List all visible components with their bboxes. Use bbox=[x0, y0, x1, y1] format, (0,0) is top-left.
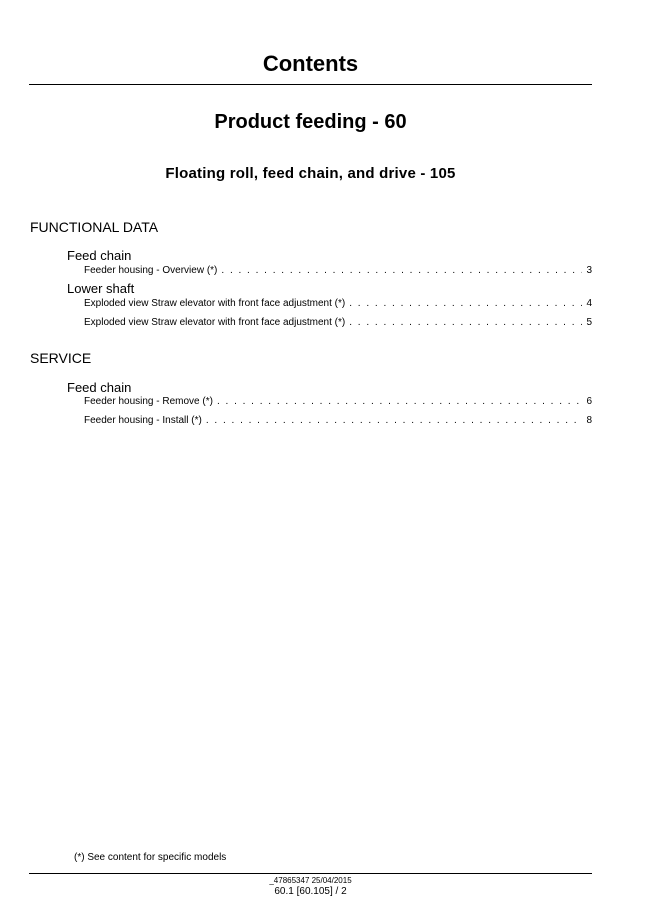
toc-entry-title: Feeder housing - Install (*) bbox=[84, 415, 202, 426]
toc-category-service: SERVICE bbox=[30, 350, 92, 366]
page-title: Contents bbox=[262, 51, 359, 76]
toc-group-feed-chain-service: Feed chain bbox=[67, 380, 132, 395]
toc-entry-page: 5 bbox=[586, 317, 592, 328]
toc-category-functional-data: FUNCTIONAL DATA bbox=[30, 219, 159, 235]
toc-dot-leader bbox=[349, 316, 582, 329]
toc-entry-feeder-housing-install[interactable] bbox=[84, 414, 592, 427]
toc-entry-page: 4 bbox=[586, 298, 592, 309]
toc-entry-title: Feeder housing - Remove (*) bbox=[84, 396, 213, 407]
footer-divider bbox=[29, 873, 592, 874]
toc-entry-title: Feeder housing - Overview (*) bbox=[84, 265, 218, 276]
subsection-title: Floating roll, feed chain, and drive - 105 bbox=[165, 165, 456, 182]
toc-entry-page: 6 bbox=[586, 396, 592, 407]
toc-group-lower-shaft: Lower shaft bbox=[67, 281, 135, 296]
toc-dot-leader bbox=[206, 414, 583, 427]
toc-entry-title: Exploded view Straw elevator with front face adjustment (*) bbox=[84, 317, 346, 328]
footnote: (*) See content for specific models bbox=[74, 852, 227, 863]
toc-entry-title: Exploded view Straw elevator with front face adjustment (*) bbox=[84, 298, 346, 309]
toc-entry-feeder-housing-remove[interactable] bbox=[84, 395, 592, 408]
toc-entry-exploded-view-2[interactable] bbox=[84, 316, 592, 329]
toc-dot-leader bbox=[221, 264, 582, 277]
header-divider bbox=[29, 84, 592, 85]
document-id: _47865347 25/04/2015 bbox=[269, 876, 352, 885]
toc-entry-page: 3 bbox=[586, 265, 592, 276]
toc-entry-feeder-housing-overview[interactable] bbox=[84, 264, 592, 277]
toc-dot-leader bbox=[349, 297, 582, 310]
toc-dot-leader bbox=[217, 395, 582, 408]
section-title: Product feeding - 60 bbox=[214, 111, 407, 133]
page-reference: 60.1 [60.105] / 2 bbox=[274, 886, 347, 897]
toc-entry-exploded-view-1[interactable] bbox=[84, 297, 592, 310]
toc-group-feed-chain: Feed chain bbox=[67, 248, 132, 263]
toc-entry-page: 8 bbox=[586, 415, 592, 426]
